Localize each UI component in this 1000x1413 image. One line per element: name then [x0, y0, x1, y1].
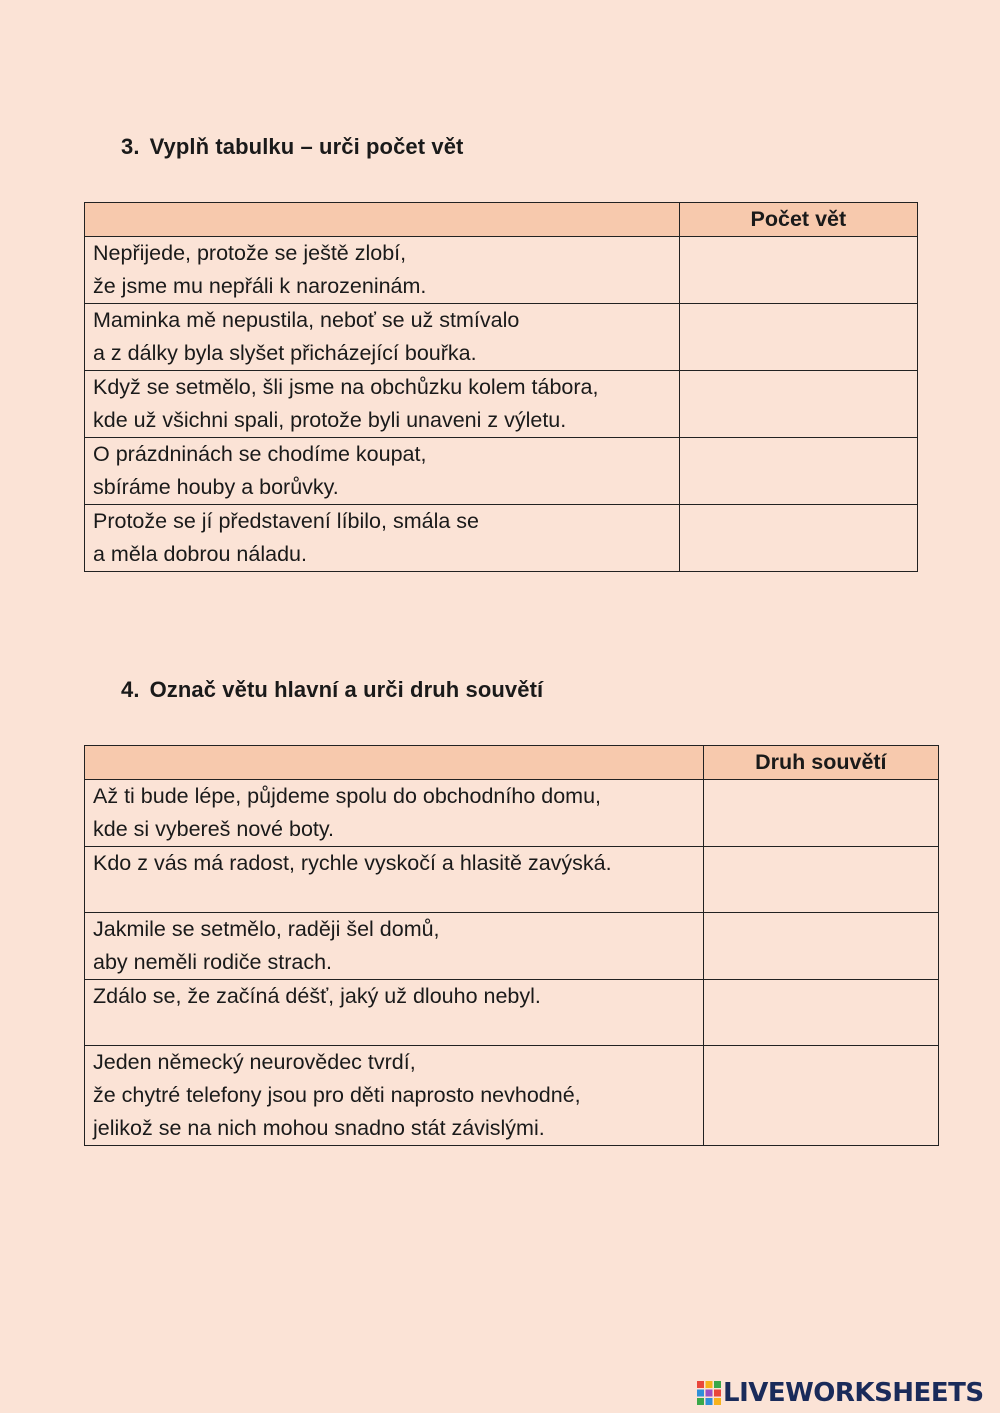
liveworksheets-logo-icon: [697, 1381, 721, 1405]
liveworksheets-logo-text: LIVEWORKSHEETS: [723, 1378, 984, 1408]
answer-cell[interactable]: [703, 780, 938, 847]
sentence-cell: [85, 1046, 704, 1146]
sentence-line: Protože se jí představení líbilo, smála se: [93, 509, 479, 533]
sentence-cell: [85, 847, 704, 913]
sentence-line: aby neměli rodiče strach.: [93, 950, 332, 974]
section-4-heading: [121, 677, 543, 703]
answer-cell[interactable]: [703, 980, 938, 1046]
compound-type-table: [84, 745, 939, 1146]
sentence-count-table: [84, 202, 918, 572]
table-row: [85, 237, 918, 304]
answer-cell[interactable]: [703, 913, 938, 980]
sentence-line: Až ti bude lépe, půjdeme spolu do obchodního domu,: [93, 784, 602, 808]
sentence-cell: [85, 980, 704, 1046]
table-row: [85, 438, 918, 505]
table-header-row: [85, 203, 918, 237]
sentence-line: a měla dobrou náladu.: [93, 542, 307, 566]
section-3-title: Vyplň tabulku – urči počet vět: [149, 134, 464, 159]
sentence-line: a z dálky byla slyšet přicházející bouřka.: [93, 341, 477, 365]
section-3-number: 3.: [121, 134, 140, 159]
header-sentence: [85, 203, 680, 237]
answer-cell[interactable]: [703, 847, 938, 913]
answer-cell[interactable]: [679, 237, 917, 304]
sentence-cell: [85, 371, 680, 438]
sentence-line: Nepřijede, protože se ještě zlobí,: [93, 241, 407, 265]
sentence-line: Když se setmělo, šli jsme na obchůzku kolem tábora,: [93, 375, 599, 399]
sentence-cell: [85, 237, 680, 304]
sentence-line: Zdálo se, že začíná déšť, jaký už dlouho nebyl.: [93, 984, 541, 1008]
section-4-number: 4.: [121, 677, 140, 702]
answer-cell[interactable]: [703, 1046, 938, 1146]
sentence-line: O prázdninách se chodíme koupat,: [93, 442, 427, 466]
answer-cell[interactable]: [679, 304, 917, 371]
sentence-cell: [85, 304, 680, 371]
header-pocet-vet: Počet vět: [679, 203, 917, 237]
sentence-line: že chytré telefony jsou pro děti naprosto nevhodné,: [93, 1083, 581, 1107]
answer-cell[interactable]: [679, 505, 917, 572]
sentence-line: kde už všichni spali, protože byli unaveni z výletu.: [93, 408, 567, 432]
sentence-line: Kdo z vás má radost, rychle vyskočí a hlasitě zavýská.: [93, 851, 612, 875]
sentence-cell: [85, 505, 680, 572]
section-3-heading: [121, 134, 463, 160]
sentence-line: sbíráme houby a borůvky.: [93, 475, 339, 499]
sentence-cell: [85, 780, 704, 847]
sentence-line: Jakmile se setmělo, raději šel domů,: [93, 917, 440, 941]
header-druh-souveti: Druh souvětí: [703, 746, 938, 780]
sentence-line: že jsme mu nepřáli k narozeninám.: [93, 274, 427, 298]
table-row: [85, 371, 918, 438]
answer-cell[interactable]: [679, 438, 917, 505]
table-row: [85, 505, 918, 572]
sentence-cell: [85, 913, 704, 980]
liveworksheets-logo: [697, 1377, 984, 1409]
table-row: [85, 980, 939, 1046]
table-row: [85, 304, 918, 371]
sentence-line: kde si vybereš nové boty.: [93, 817, 335, 841]
sentence-line: jelikož se na nich mohou snadno stát závislými.: [93, 1116, 545, 1140]
answer-cell[interactable]: [679, 371, 917, 438]
section-4-title: Označ větu hlavní a urči druh souvětí: [149, 677, 544, 702]
header-sentence: [85, 746, 704, 780]
sentence-line: Maminka mě nepustila, neboť se už stmívalo: [93, 308, 520, 332]
table-header-row: [85, 746, 939, 780]
sentence-cell: [85, 438, 680, 505]
sentence-line: Jeden německý neurovědec tvrdí,: [93, 1050, 416, 1074]
table-row: [85, 913, 939, 980]
table-row: [85, 780, 939, 847]
table-row: [85, 847, 939, 913]
table-row: [85, 1046, 939, 1146]
